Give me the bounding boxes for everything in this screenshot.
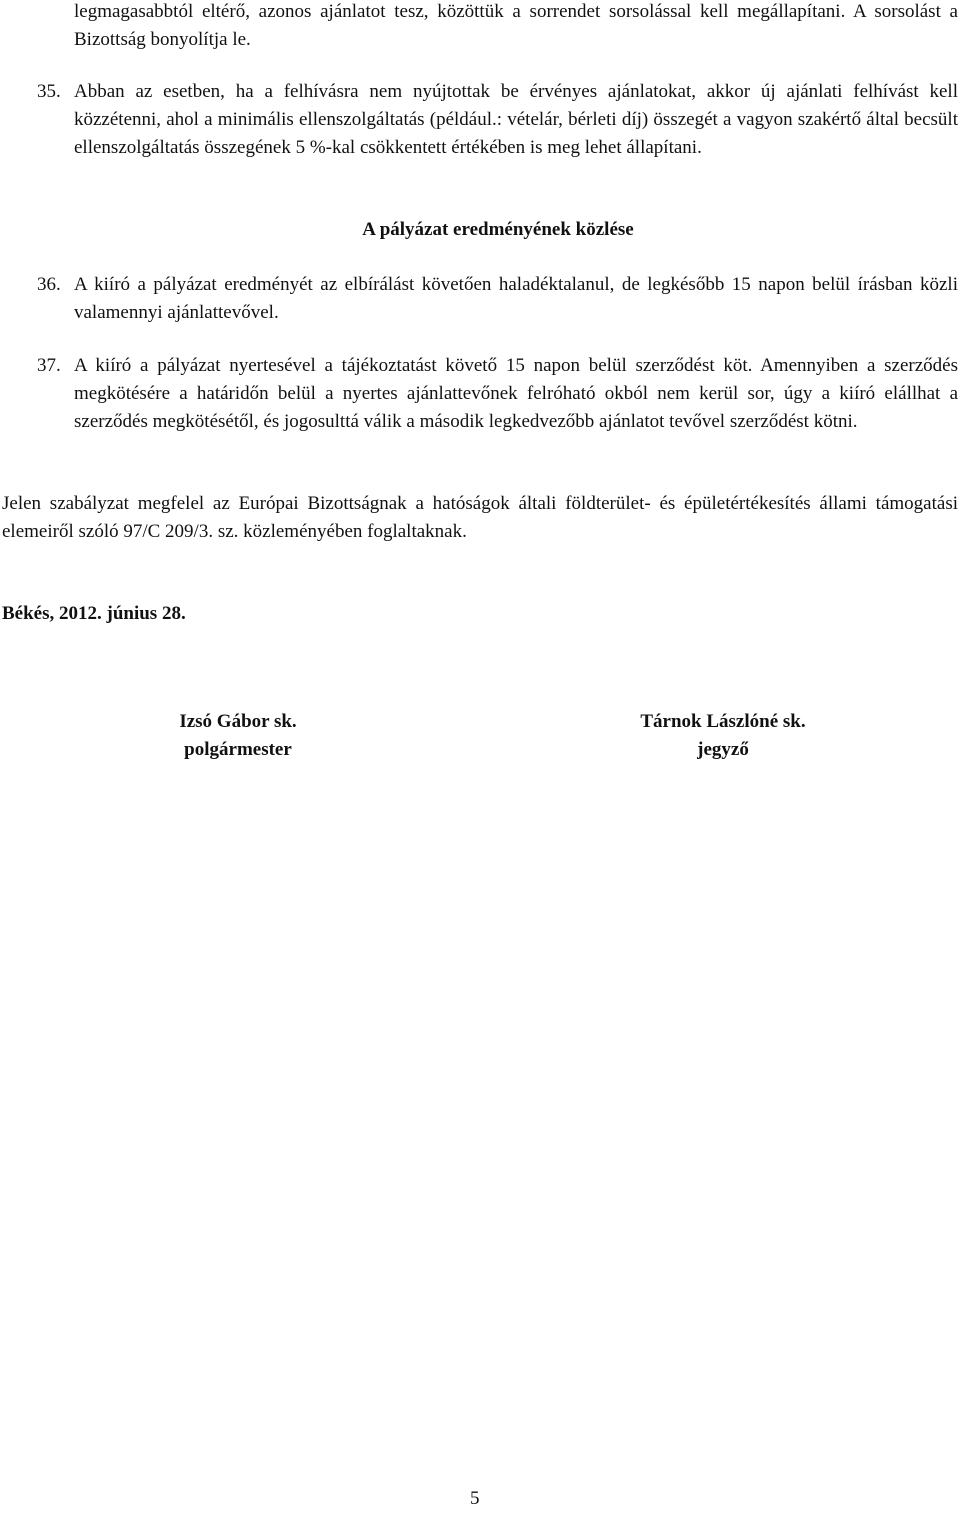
closing-paragraph: Jelen szabályzat megfelel az Európai Bizottságnak a hatóságok általi földterület- és épületértékesítés állami támogatási elemeiről szóló 97/C 209/3. sz. közleményében foglaltaknak. xyxy=(2,493,958,542)
signer-name: Izsó Gábor sk. xyxy=(179,711,297,732)
signature-notary xyxy=(600,708,846,764)
clause-number: 35. xyxy=(37,81,61,102)
signer-title: jegyző xyxy=(697,739,749,760)
signature-mayor xyxy=(150,708,326,764)
clause-number: 36. xyxy=(37,274,61,295)
clause-35 xyxy=(0,78,958,162)
page-number: 5 xyxy=(470,1488,480,1509)
section-heading: A pályázat eredményének közlése xyxy=(362,219,634,240)
clause-text: Abban az esetben, ha a felhívásra nem nyújtottak be érvényes ajánlatokat, akkor új ajánlati felhívást kell közzétenni, ahol a minimális ellenszolgáltatás (például.: vételár, bérleti díj) összegét a vagyon szakértő által becsült ellenszolgáltatás összegének 5 %-kal csökkentett értékében is meg lehet állapítani. xyxy=(74,81,958,158)
clause-text: A kiíró a pályázat nyertesével a tájékoztatást követő 15 napon belül szerződést köt. Amennyiben a szerződés megkötésére a határidőn belül a nyertes ajánlattevőnek felróható okból nem kerül sor, úgy a kiíró elállhat a szerződés megkötésétől, és jogosulttá válik a második legkedvezőbb ajánlatot tevővel szerződést kötni. xyxy=(74,355,958,432)
signer-name: Tárnok Lászlóné sk. xyxy=(640,711,806,732)
clause-36 xyxy=(0,271,958,327)
document-date: Békés, 2012. június 28. xyxy=(2,603,186,624)
signer-title: polgármester xyxy=(184,739,292,760)
clause-text: A kiíró a pályázat eredményét az elbírálást követően haladéktalanul, de legkésőbb 15 napon belül írásban közli valamennyi ajánlattevővel. xyxy=(74,274,958,323)
clause-37 xyxy=(0,352,958,436)
clause-number: 37. xyxy=(37,355,61,376)
continuation-paragraph: legmagasabbtól eltérő, azonos ajánlatot tesz, közöttük a sorrendet sorsolással kell megállapítani. A sorsolást a Bizottság bonyolítja le. xyxy=(74,1,958,50)
